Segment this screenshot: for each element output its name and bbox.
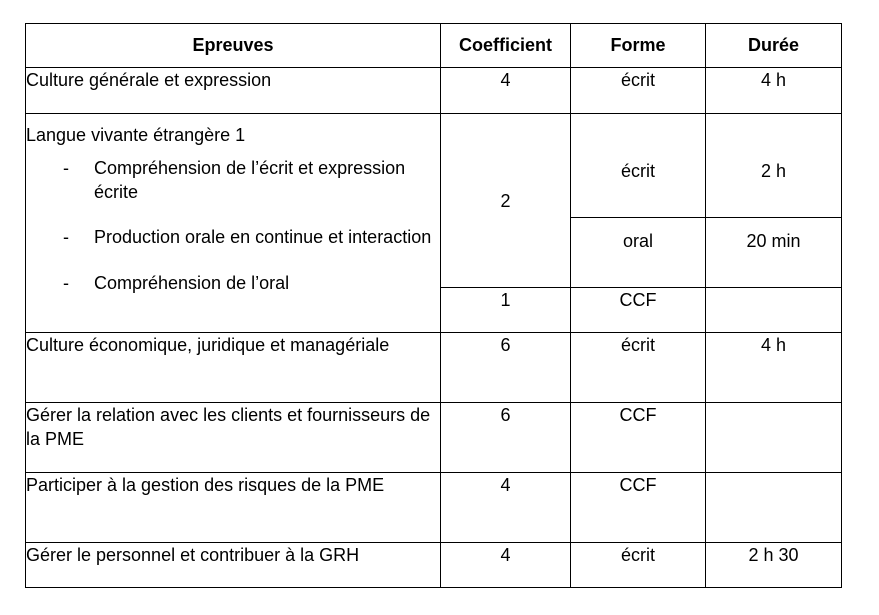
langue-sub-label: Compréhension de l’oral xyxy=(94,273,290,293)
duree-cell xyxy=(706,473,842,543)
forme-cell: écrit xyxy=(571,68,706,114)
duree-cell xyxy=(706,403,842,473)
duree-cell: 2 h xyxy=(706,114,842,218)
coefficient-cell: 6 xyxy=(441,333,571,403)
forme-cell: CCF xyxy=(571,403,706,473)
epreuve-cell: Gérer la relation avec les clients et fournisseurs de la PME xyxy=(26,403,441,473)
epreuve-cell: Culture générale et expression xyxy=(26,68,441,114)
epreuve-cell: Culture économique, juridique et managériale xyxy=(26,333,441,403)
duree-cell: 4 h xyxy=(706,68,842,114)
langue-sub-item xyxy=(26,156,440,204)
exams-table xyxy=(25,23,842,588)
langue-sub-label: Compréhension de l’écrit et expression écrite xyxy=(94,158,406,202)
table-row xyxy=(26,333,842,403)
duree-cell xyxy=(706,288,842,333)
duree-cell: 20 min xyxy=(706,218,842,288)
header-epreuves: Epreuves xyxy=(26,24,441,68)
duree-cell: 2 h 30 xyxy=(706,543,842,588)
epreuve-cell-langue xyxy=(26,114,441,333)
coefficient-cell: 4 xyxy=(441,473,571,543)
langue-sub-item xyxy=(26,225,440,249)
forme-cell: écrit xyxy=(571,114,706,218)
langue-title: Langue vivante étrangère 1 xyxy=(26,125,246,145)
dash-bullet: - xyxy=(63,273,69,293)
forme-cell: écrit xyxy=(571,543,706,588)
forme-cell: CCF xyxy=(571,288,706,333)
duree-cell: 4 h xyxy=(706,333,842,403)
langue-sub-item xyxy=(26,271,440,295)
dash-bullet: - xyxy=(63,158,69,178)
forme-cell: oral xyxy=(571,218,706,288)
table-row xyxy=(26,543,842,588)
header-coefficient: Coefficient xyxy=(441,24,571,68)
table-row xyxy=(26,114,842,218)
coefficient-cell: 1 xyxy=(441,288,571,333)
dash-bullet: - xyxy=(63,227,69,247)
coefficient-cell: 6 xyxy=(441,403,571,473)
epreuve-cell: Gérer le personnel et contribuer à la GRH xyxy=(26,543,441,588)
langue-sub-label: Production orale en continue et interaction xyxy=(94,227,432,247)
table-row xyxy=(26,68,842,114)
table-row xyxy=(26,473,842,543)
coefficient-cell: 4 xyxy=(441,68,571,114)
epreuve-cell: Participer à la gestion des risques de la PME xyxy=(26,473,441,543)
coefficient-cell: 2 xyxy=(441,114,571,288)
table-row xyxy=(26,403,842,473)
coefficient-cell: 4 xyxy=(441,543,571,588)
forme-cell: écrit xyxy=(571,333,706,403)
header-duree: Durée xyxy=(706,24,842,68)
header-row xyxy=(26,24,842,68)
forme-cell: CCF xyxy=(571,473,706,543)
header-forme: Forme xyxy=(571,24,706,68)
